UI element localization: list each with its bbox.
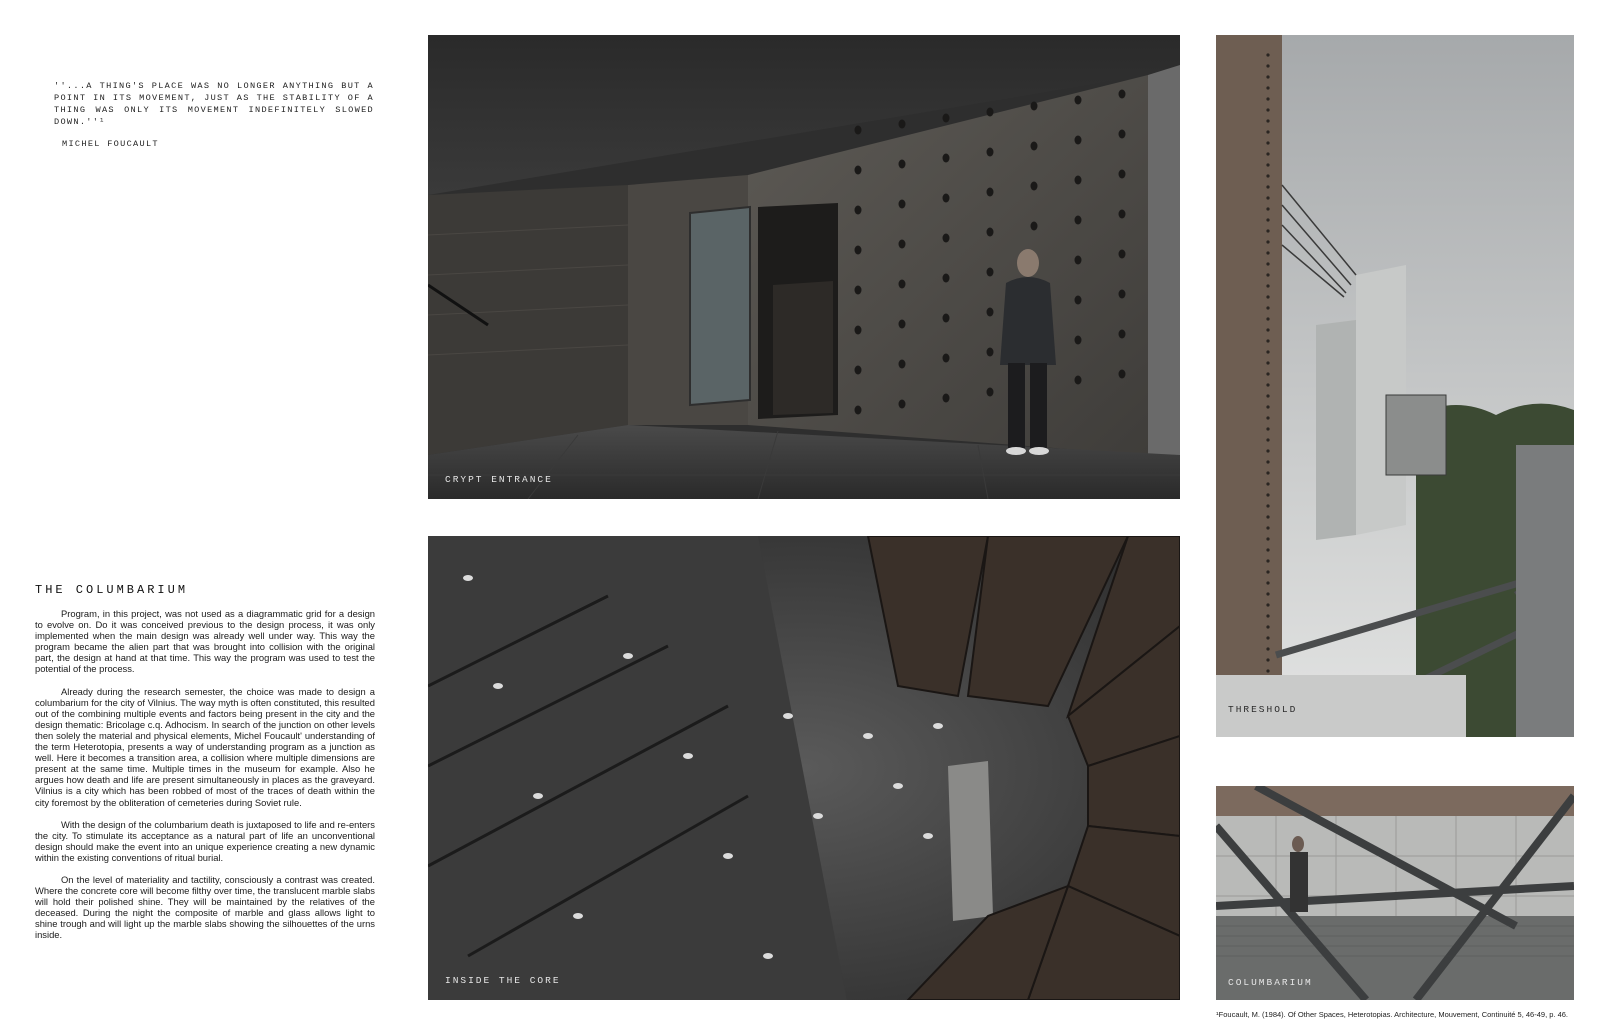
inside-core-image (428, 536, 1180, 1000)
paragraph-4: On the level of materiality and tactility, consciously a contrast was created. Where the concrete core will become filthy over time, the translucent marble slabs will hold their polished shine. They will be maintained by the relatives of the deceased. During the night the composite of marble and glass allows light to shine trough and will light up the marble slabs showing the silhouettes of the urns inside. (35, 873, 375, 941)
columbarium-image (1216, 786, 1574, 1000)
section-title: THE COLUMBARIUM (35, 583, 189, 597)
columbarium-render (1216, 786, 1574, 1000)
threshold-caption: THRESHOLD (1228, 704, 1298, 715)
crypt-entrance-caption: CRYPT ENTRANCE (445, 474, 553, 485)
inside-core-render (428, 536, 1180, 1000)
footnote: ¹Foucault, M. (1984). Of Other Spaces, Heterotopias. Architecture, Mouvement, Continuité 5, 46-49, p. 46. (1216, 1010, 1568, 1019)
threshold-image (1216, 35, 1574, 737)
columbarium-caption: COLUMBARIUM (1228, 977, 1313, 988)
paragraph-3: With the design of the columbarium death is juxtaposed to life and re-enters the city. To stimulate its acceptance as a natural part of life an unconventional design should make the event into an unique experience creating a new dynamic within the existing conventions of ritual burial. (35, 818, 375, 863)
epigraph-author: MICHEL FOUCAULT (62, 139, 159, 149)
epigraph-quote: ''...A THING'S PLACE WAS NO LONGER ANYTHING BUT A POINT IN ITS MOVEMENT, JUST AS THE STABILITY OF A THING WAS ONLY ITS MOVEMENT INDEFINITELY SLOWED DOWN.''¹ (54, 81, 374, 127)
body-text (35, 608, 375, 952)
inside-core-caption: INSIDE THE CORE (445, 975, 561, 986)
threshold-render (1216, 35, 1574, 737)
paragraph-1: Program, in this project, was not used as a diagrammatic grid for a design to evolve on. Do it was conceived previous to the design process, it was only implemented when the main design was already well under way. This way the program became the alien part that was brought into collision with the original part, the design at hand at that time. This way the program was used to test the potential of the process. (35, 608, 375, 675)
crypt-entrance-render (428, 35, 1180, 499)
paragraph-2: Already during the research semester, the choice was made to design a columbarium for the city of Vilnius. The way myth is often constituted, this resulted out of the combining multiple events and factors being present in the city and the design thematic: Bricolage c.q. Adhocism. In search of the junction on other levels then solely the material and physical elements, Michel Foucault' understanding of the term Heterotopia, presents a way of understanding program as a junction as well. Here it becomes a transition area, a collision where multiple dimensions are present at the same time. Multiple times in the museum for example. Also he argues how death and life are present simultaneously in places as the graveyard. Vilnius is a city which has been robbed of most of the traces of death within the city foremost by the obliteration of cemeteries during Soviet rule. (35, 685, 375, 808)
crypt-entrance-image (428, 35, 1180, 499)
